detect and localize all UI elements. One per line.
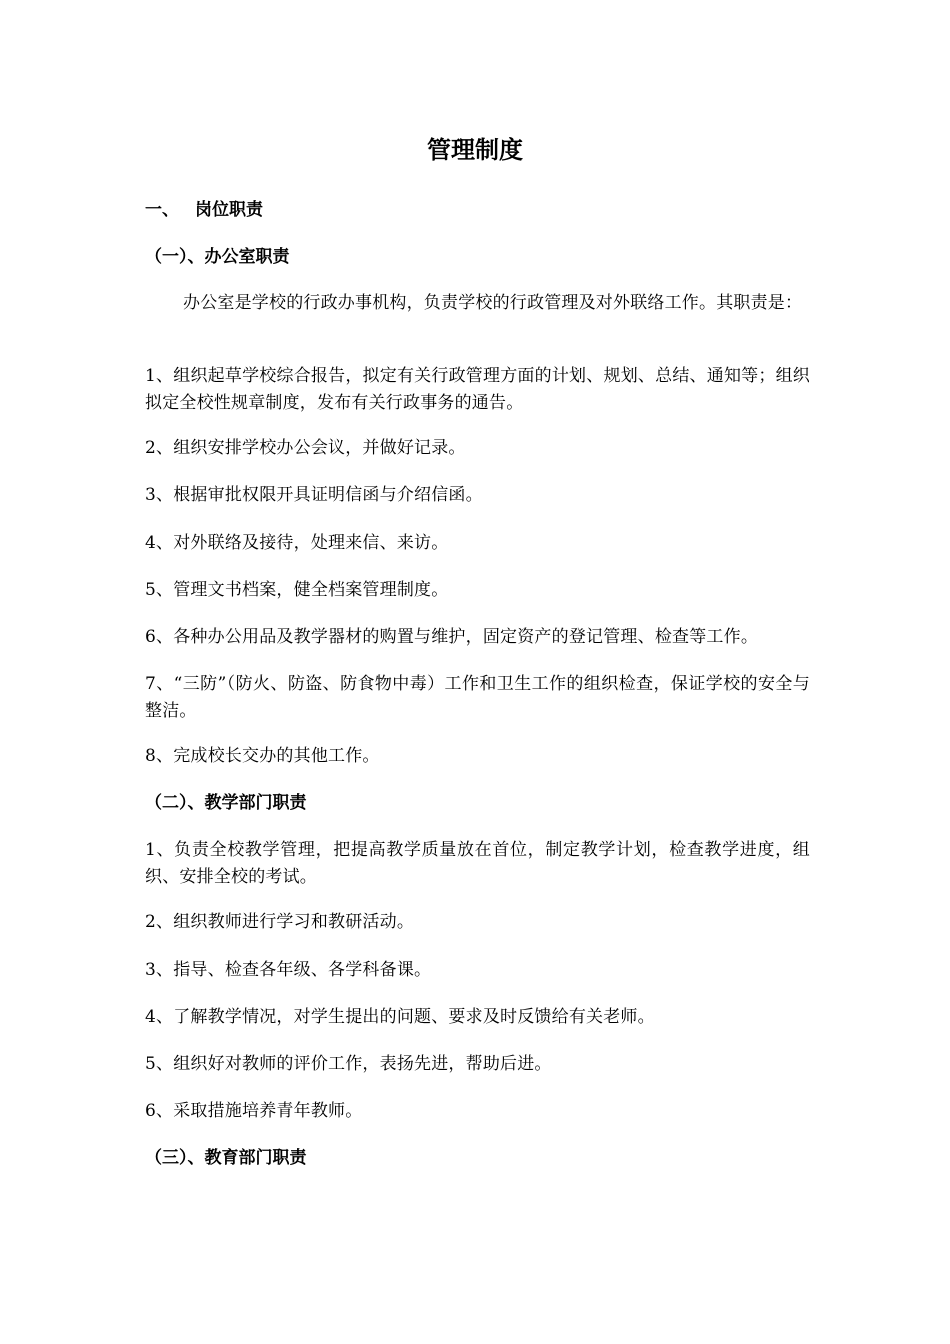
office-duty-item: 4、对外联络及接待，处理来信、来访。 bbox=[145, 533, 449, 553]
subsection-heading-teaching: （二）、教学部门职责 bbox=[145, 793, 307, 813]
section-title: 岗位职责 bbox=[195, 200, 263, 220]
office-duty-item: 1、组织起草学校综合报告，拟定有关行政管理方面的计划、规划、总结、通知等；组织拟定全校性规章制度，发布有关行政事务的通告。 bbox=[145, 366, 810, 413]
teaching-duty-item: 5、组织好对教师的评价工作，表扬先进，帮助后进。 bbox=[145, 1054, 552, 1074]
subsection-heading-office: （一）、办公室职责 bbox=[145, 247, 290, 267]
section-heading-1 bbox=[145, 197, 263, 223]
teaching-duty-item: 4、了解教学情况，对学生提出的问题、要求及时反馈给有关老师。 bbox=[145, 1007, 655, 1027]
teaching-duty-item: 1、负责全校教学管理，把提高教学质量放在首位，制定教学计划，检查教学进度，组织、安排全校的考试。 bbox=[145, 840, 810, 887]
office-duty-item: 3、根据审批权限开具证明信函与介绍信函。 bbox=[145, 485, 483, 505]
subsection-heading-education: （三）、教育部门职责 bbox=[145, 1148, 307, 1168]
office-duty-item: 8、完成校长交办的其他工作。 bbox=[145, 746, 380, 766]
office-intro-paragraph: 办公室是学校的行政办事机构，负责学校的行政管理及对外联络工作。其职责是： bbox=[183, 293, 803, 313]
section-number: 一、 bbox=[145, 200, 179, 220]
teaching-duty-item: 2、组织教师进行学习和教研活动。 bbox=[145, 912, 415, 932]
document-title: 管理制度 bbox=[427, 136, 523, 164]
teaching-duty-item: 6、采取措施培养青年教师。 bbox=[145, 1101, 363, 1121]
office-duty-item: 6、各种办公用品及教学器材的购置与维护，固定资产的登记管理、检查等工作。 bbox=[145, 627, 759, 647]
teaching-duty-item: 3、指导、检查各年级、各学科备课。 bbox=[145, 960, 432, 980]
office-duty-item: 7、“三防”（防火、防盗、防食物中毒）工作和卫生工作的组织检查，保证学校的安全与整洁。 bbox=[145, 674, 810, 721]
office-duty-item: 5、管理文书档案，健全档案管理制度。 bbox=[145, 580, 449, 600]
office-duty-item: 2、组织安排学校办公会议，并做好记录。 bbox=[145, 438, 466, 458]
